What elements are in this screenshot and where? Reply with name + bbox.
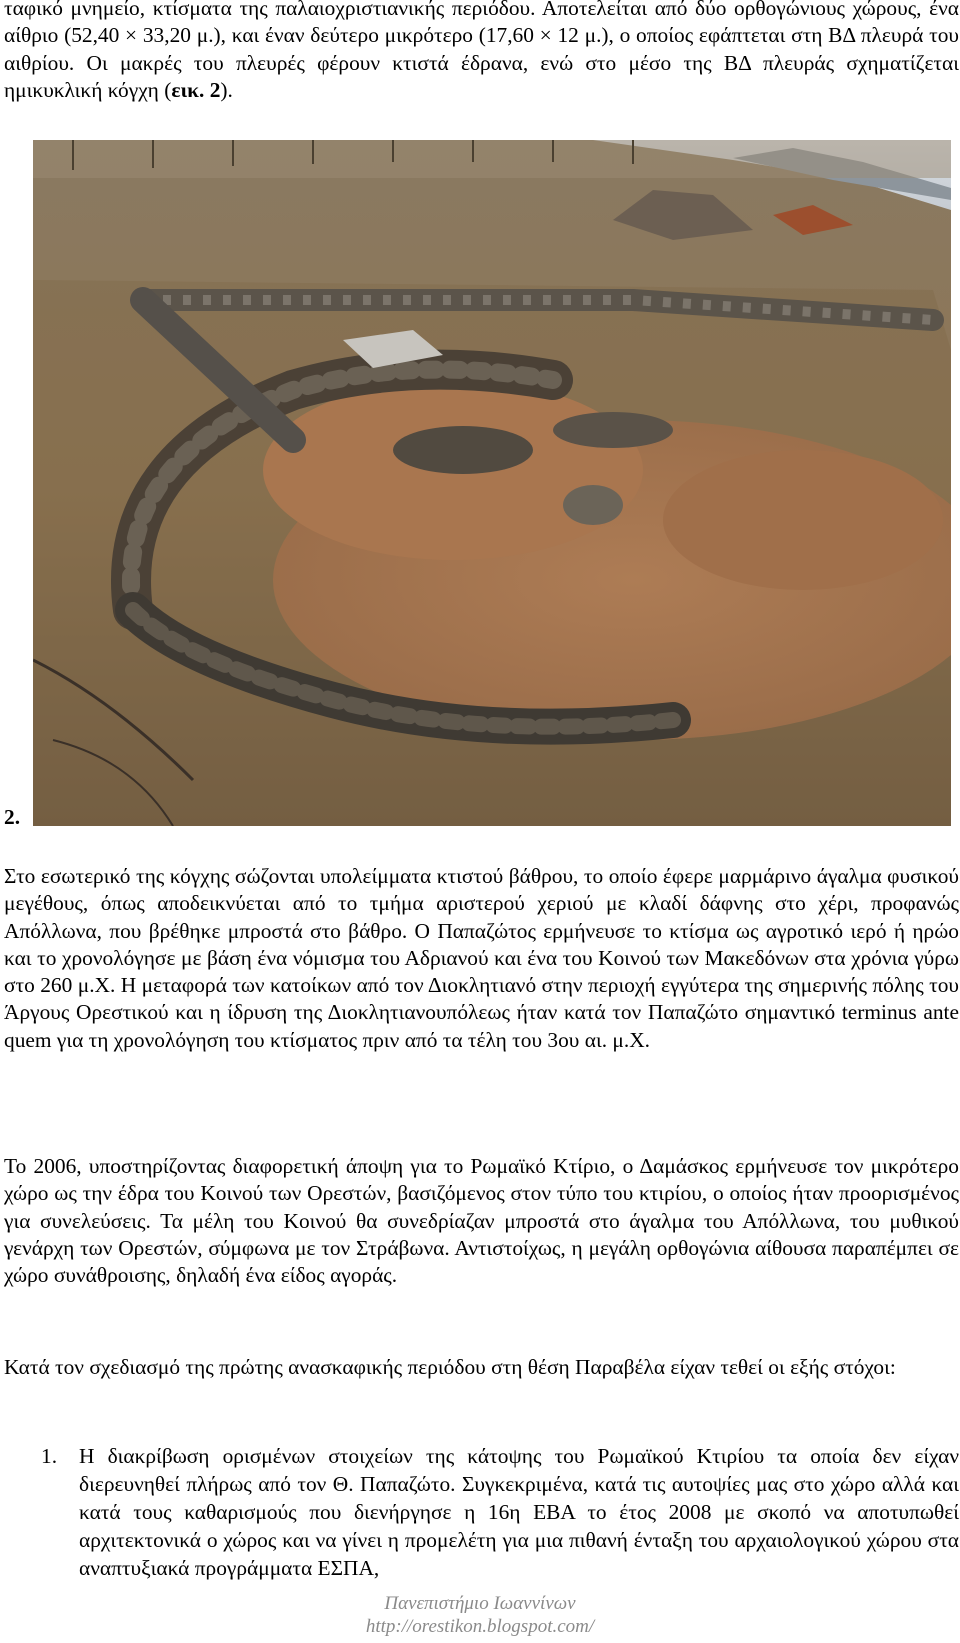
body-paragraph: Το 2006, υποστηρίζοντας διαφορετική άποψη για το Ρωμαϊκό Κτίριο, ο Δαμάσκος ερμήνευσε τον μικρότερο χώρο ως την έδρα του Κοινού των Ορεστών, βασιζόμενος στον τύπο του κτιρίου, ο οποίος ήταν προορισμένος για συνελεύσεις. Τα μέλη του Κοινού θα συνεδρίαζαν μπροστά στο άγαλμα του Απόλλωνα, του μυθικού γενάρχη των Ορεστών, σύμφωνα με τον Στράβωνα. Αντιστοίχως, η μεγάλη ορθογώνια αίθουσα παραπέμπει σε χώρο συνάθροισης, δηλαδή ένα είδος αγοράς. bbox=[4, 1154, 959, 1288]
footer-url: http://orestikon.blogspot.com/ bbox=[365, 1616, 595, 1637]
figure-label: 2. bbox=[4, 805, 21, 829]
body-paragraph: Κατά τον σχεδιασμό της πρώτης ανασκαφικής περιόδου στη θέση Παραβέλα είχαν τεθεί οι εξής στόχοι: bbox=[4, 1355, 896, 1379]
intro-text: ταφικό μνημείο, κτίσματα της παλαιοχριστιανικής περιόδου. Αποτελείται από δύο ορθογώνιους χώρους, ένα αίθριο (52,40 × 33,20 μ.), και έναν δεύτερο μικρότερο (17,60 × 12 μ.), ο οποίος εφάπτεται στη ΒΔ πλευρά του αιθρίου. Οι μακρές του πλευρές φέρουν κτιστά έδρανα, ενώ στο μέσο της ΒΔ πλευράς σχηματίζεται ημικυκλική κόγχη ( bbox=[4, 0, 959, 102]
body-paragraph: Στο εσωτερικό της κόγχης σώζονται υπολείμματα κτιστού βάθρου, το οποίο έφερε μαρμάρινο άγαλμα φυσικού μεγέθους, όπως αποδεικνύεται από το τμήμα αριστερού χεριού με κλαδί δάφνης στο χέρι, προφανώς Απόλλωνα, που βρέθηκε μπροστά στο βάθρο. Ο Παπαζώτος ερμήνευσε το κτίσμα ως αγροτικό ιερό ή ηρώο και το χρονολόγησε με βάση ένα νόμισμα του Αδριανού και ένα του Κοινού των Μακεδόνων στα χρόνια γύρω στο 260 μ.Χ. Η μεταφορά των κατοίκων από τον Διοκλητιανό στην περιοχή εγγύτερα της σημερινής πόλης του Άργους Ορεστικού και η ίδρυση της Διοκλητιανουπόλεως ήταν κατά τον Παπαζώτο σημαντικό terminus ante quem για τη χρονολόγηση του κτίσματος πριν από τα τέλη του 3ου αι. μ.Χ. bbox=[4, 864, 959, 1052]
page-footer bbox=[0, 1592, 960, 1638]
list-item-number: 1. bbox=[41, 1444, 58, 1468]
excavation-photograph bbox=[33, 140, 951, 826]
intro-paragraph bbox=[4, 0, 959, 104]
footer-institution: Πανεπιστήμιο Ιωαννίνων bbox=[384, 1593, 576, 1614]
intro-text-end: ). bbox=[220, 77, 233, 102]
list-item-text: Η διακρίβωση ορισμένων στοιχείων της κάτοψης του Ρωμαϊκού Κτιρίου τα οποία δεν είχαν διερευνηθεί πλήρως από τον Θ. Παπαζώτο. Συγκεκριμένα, κατά τις αυτοψίες μας στο χώρο αλλά και κατά τους καθαρισμούς που διενήργησε η 16η ΕΒΑ το έτος 2008 με σκοπό να αποτυπωθεί αρχιτεκτονικά ο χώρος και να γίνει η προμελέτη για μια πιθανή ένταξη του αρχαιολογικού χώρου στα αναπτυξιακά προγράμματα ΕΣΠΑ, bbox=[79, 1444, 959, 1580]
excavation-photo-illustration bbox=[33, 140, 951, 826]
figure-reference: εικ. 2 bbox=[171, 77, 221, 102]
